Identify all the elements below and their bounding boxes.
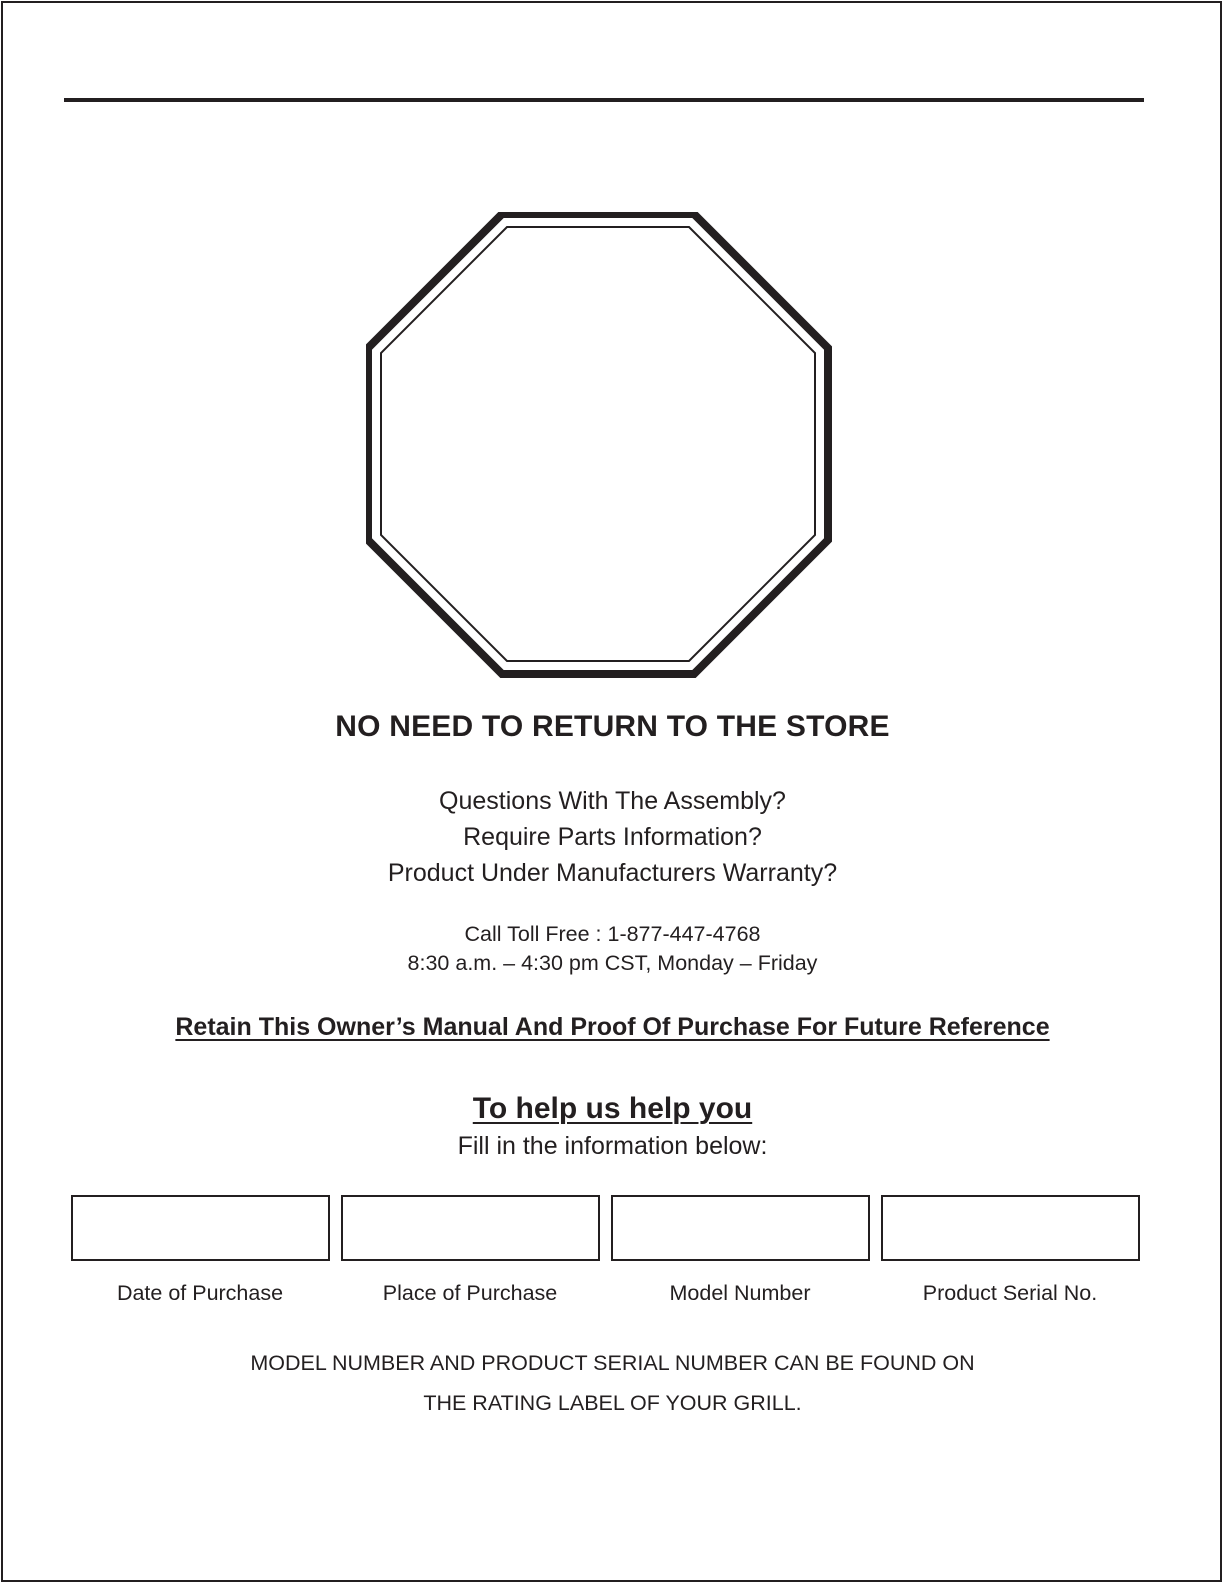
question-parts: Require Parts Information? xyxy=(463,823,762,851)
headline: NO NEED TO RETURN TO THE STORE xyxy=(335,710,890,743)
support-questions xyxy=(0,783,1225,891)
stop-sign-icon xyxy=(366,212,832,678)
help-title: To help us help you xyxy=(472,1092,753,1125)
question-warranty: Product Under Manufacturers Warranty? xyxy=(387,859,838,887)
header-rule xyxy=(64,98,1144,102)
serial-number-label: Product Serial No. xyxy=(922,1281,1098,1305)
question-assembly: Questions With The Assembly? xyxy=(439,787,786,815)
toll-free-phone: Call Toll Free : 1-877-447-4768 xyxy=(464,922,761,946)
stop-sign-outer-border xyxy=(368,214,828,674)
model-number-label: Model Number xyxy=(669,1281,811,1305)
footer-note-line-1: MODEL NUMBER AND PRODUCT SERIAL NUMBER CAN BE FOUND ON xyxy=(250,1351,975,1375)
date-of-purchase-field[interactable] xyxy=(71,1195,330,1261)
support-hours: 8:30 a.m. – 4:30 pm CST, Monday – Friday xyxy=(407,951,818,975)
model-number-field[interactable] xyxy=(611,1195,870,1261)
contact-info xyxy=(0,920,1225,978)
retain-notice: Retain This Owner’s Manual And Proof Of Purchase For Future Reference xyxy=(175,1013,1050,1041)
help-subtitle: Fill in the information below: xyxy=(457,1132,768,1160)
footer-note-line-2: THE RATING LABEL OF YOUR GRILL. xyxy=(423,1391,802,1415)
serial-number-field[interactable] xyxy=(881,1195,1140,1261)
place-of-purchase-label: Place of Purchase xyxy=(382,1281,558,1305)
place-of-purchase-field[interactable] xyxy=(341,1195,600,1261)
date-of-purchase-label: Date of Purchase xyxy=(116,1281,284,1305)
